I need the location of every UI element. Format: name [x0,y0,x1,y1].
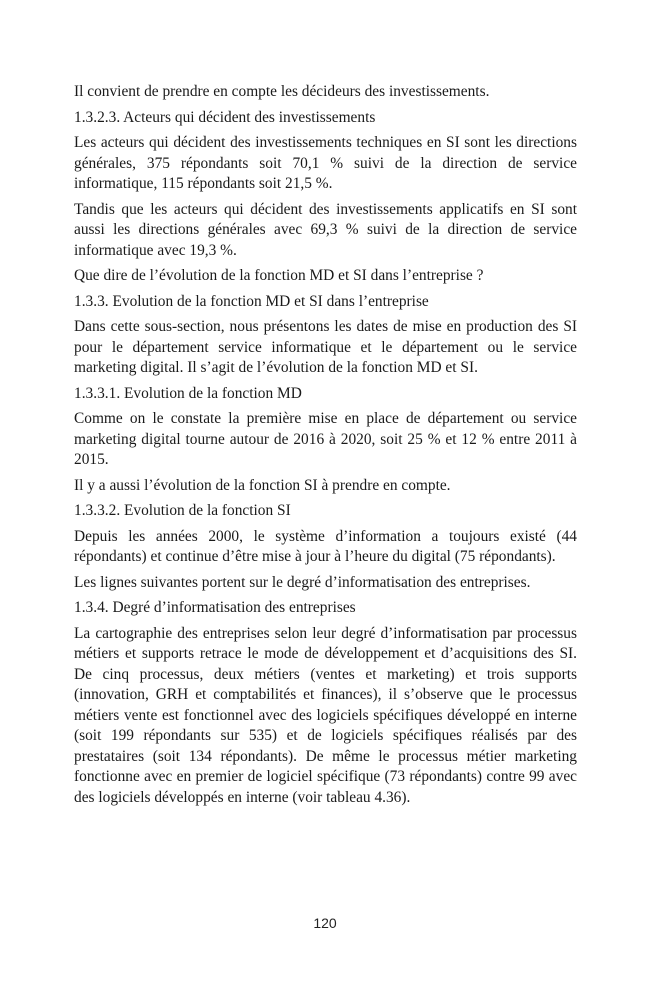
application-investments-paragraph: Tandis que les acteurs qui décident des investissements applicatifs en SI sont aussi les directions générales avec 69,3 % suivi de la direction de service informatique avec 19,3 %. [74,200,577,259]
intro-paragraph: Il convient de prendre en compte les décideurs des investissements. [74,83,490,100]
cartography-paragraph: La cartographie des entreprises selon leur degré d’informatisation par processus métiers et supports retrace le mode de développement et d’acquisitions des SI. De cinq processus, deux métiers (ventes et marketing) et trois supports (innovation, GRH et comptabilités et finances), il s’observe que le processus métiers vente est fonctionnel avec des logiciels spécifiques développé en interne (soit 199 répondants sur 535) et de logiciels spécifiques réalisés par des prestataires (soit 134 répondants). De même le processus métier marketing fonctionne avec en premier de logiciel spécifique (73 répondants) contre 99 avec des logiciels développés en interne (voir tableau 4.36). [74,624,577,806]
section-1-3-3-1-heading: 1.3.3.1. Evolution de la fonction MD [74,384,302,402]
md-evolution-paragraph: Comme on le constate la première mise en place de département ou service marketing digital tourne autour de 2016 à 2020, soit 25 % et 12 % entre 2011 à 2015. [74,410,577,468]
section-1-3-3-2-heading: 1.3.3.2. Evolution de la fonction SI [74,502,291,519]
section-1-3-4-heading: 1.3.4. Degré d’informatisation des entreprises [74,599,356,616]
page-body [74,82,577,813]
subsection-intro-paragraph: Dans cette sous-section, nous présentons les dates de mise en production des SI pour le département service informatique et le département ou le service marketing digital. Il s’agit de l’évolution de la fonction MD et SI. [74,318,577,376]
si-evolution-paragraph: Depuis les années 2000, le système d’information a toujours existé (44 répondants) et continue d’être mise à jour à l’heure du digital (75 répondants). [74,527,577,565]
technical-investments-paragraph: Les acteurs qui décident des investissements techniques en SI sont les directions générales, 375 répondants soit 70,1 % suivi de la direction de service informatique, 115 répondants soit 21,5 %. [74,134,577,192]
page-number: 120 [313,915,337,931]
section-1-3-3-heading: 1.3.3. Evolution de la fonction MD et SI dans l’entreprise [74,292,429,310]
si-transition-paragraph: Il y a aussi l’évolution de la fonction SI à prendre en compte. [74,476,451,494]
section-1-3-2-3-heading: 1.3.2.3. Acteurs qui décident des investissements [74,108,376,126]
question-paragraph: Que dire de l’évolution de la fonction MD et SI dans l’entreprise ? [74,267,484,284]
computerization-transition-paragraph: Les lignes suivantes portent sur le degré d’informatisation des entreprises. [74,573,531,591]
